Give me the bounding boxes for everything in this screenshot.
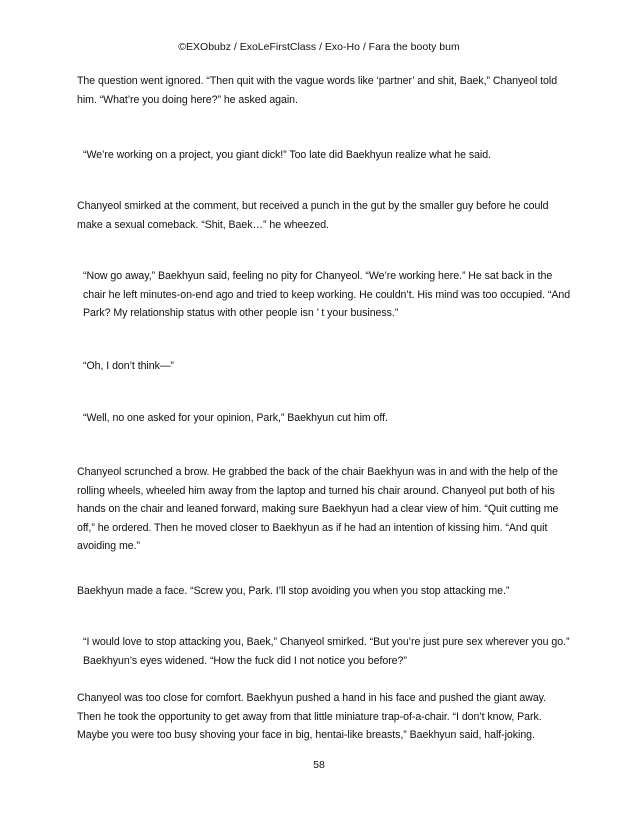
paragraph-5: “Oh, I don’t think—” xyxy=(83,360,174,372)
paragraph-7: Chanyeol scrunched a brow. He grabbed the back of the chair Baekhyun was in and with the help of the rolling wheels, wheeled him away from the laptop and turned his chair around. Chanyeol put both of his hands on the chair and leaned forward, making sure Baekhyun had a clear view of him. “Quit cutting me off,” he ordered. Then he moved closer to Baekhyun as if he had an intention of kissing him. “And quit avoiding me.” xyxy=(77,466,559,552)
page-header: ©EXObubz / ExoLeFirstClass / Exo-Ho / Fara the booty bum xyxy=(178,41,460,53)
paragraph-3: Chanyeol smirked at the comment, but received a punch in the gut by the smaller guy before he could make a sexual comeback. “Shit, Baek…” he wheezed. xyxy=(77,200,549,231)
paragraph-8: Baekhyun made a face. “Screw you, Park. I’ll stop avoiding you when you stop attacking me.” xyxy=(77,585,510,597)
paragraph-4: “Now go away,” Baekhyun said, feeling no pity for Chanyeol. “We’re working here.” He sat back in the chair he left minutes-on-end ago and tried to keep working. He couldn’t. His mind was too occupied. “And Park? My relationship status with other people isn ’ t your business.” xyxy=(83,270,571,319)
paragraph-6: “Well, no one asked for your opinion, Park,” Baekhyun cut him off. xyxy=(83,412,388,424)
paragraph-1: The question went ignored. “Then quit with the vague words like ‘partner’ and shit, Baek,” Chanyeol told him. “What’re you doing here?” he asked again. xyxy=(77,75,558,106)
paragraph-2: “We’re working on a project, you giant dick!” Too late did Baekhyun realize what he said. xyxy=(83,149,491,161)
paragraph-10: Chanyeol was too close for comfort. Baekhyun pushed a hand in his face and pushed the giant away. Then he took the opportunity to get away from that little miniature trap-of-a-chair. “I don’t know, Park. Maybe you were too busy shoving your face in big, hentai-like breasts,” Baekhyun said, half-joking. xyxy=(77,692,547,741)
paragraph-9: “I would love to stop attacking you, Baek,” Chanyeol smirked. “But you’re just pure sex wherever you go.” Baekhyun’s eyes widened. “How the fuck did I not notice you before?” xyxy=(83,636,570,667)
page-number: 58 xyxy=(313,759,325,771)
